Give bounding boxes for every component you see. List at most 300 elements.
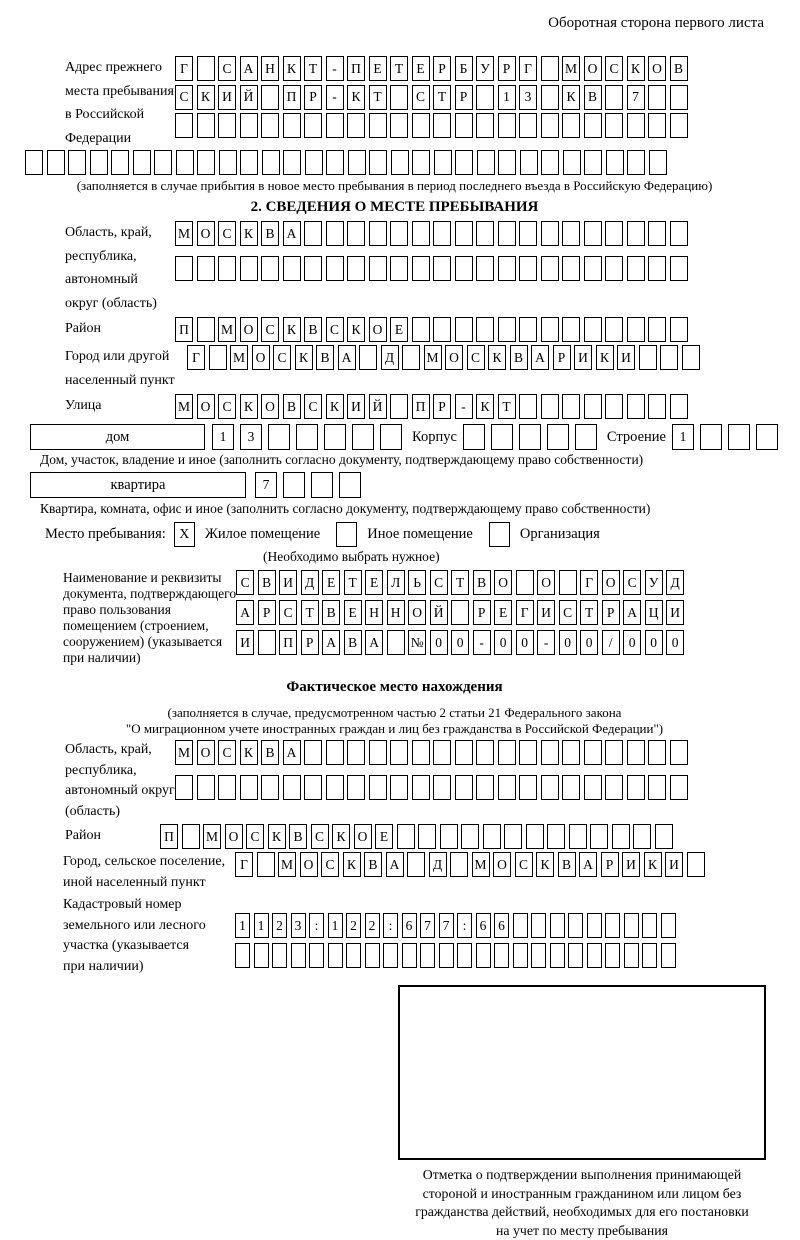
char-cell[interactable]	[390, 394, 408, 419]
char-cell[interactable]: Т	[433, 85, 451, 110]
char-cell[interactable]	[412, 256, 430, 281]
char-cell[interactable]	[383, 943, 398, 968]
char-cell[interactable]	[197, 56, 215, 81]
char-cell[interactable]: -	[455, 394, 473, 419]
char-cell[interactable]	[476, 775, 494, 800]
char-cell[interactable]	[380, 424, 402, 450]
char-cell[interactable]	[639, 345, 657, 370]
char-cell[interactable]	[504, 824, 522, 849]
char-cell[interactable]	[648, 775, 666, 800]
char-cell[interactable]: -	[537, 630, 555, 655]
char-cell[interactable]	[197, 317, 215, 342]
char-cell[interactable]	[541, 394, 559, 419]
char-cell[interactable]: У	[645, 570, 663, 595]
char-cell[interactable]	[352, 424, 374, 450]
char-cell[interactable]	[390, 775, 408, 800]
char-cell[interactable]	[359, 345, 377, 370]
char-cell[interactable]: 7	[255, 472, 277, 498]
char-cell[interactable]: Е	[494, 600, 512, 625]
char-cell[interactable]	[756, 424, 778, 450]
char-cell[interactable]: П	[279, 630, 297, 655]
char-cell[interactable]: /	[602, 630, 620, 655]
char-cell[interactable]	[347, 256, 365, 281]
char-cell[interactable]	[605, 221, 623, 246]
char-cell[interactable]: К	[644, 852, 662, 877]
char-cell[interactable]	[562, 256, 580, 281]
char-cell[interactable]	[584, 256, 602, 281]
char-cell[interactable]	[235, 943, 250, 968]
char-cell[interactable]	[461, 824, 479, 849]
char-cell[interactable]	[700, 424, 722, 450]
char-cell[interactable]	[25, 150, 43, 175]
char-cell[interactable]	[283, 113, 301, 138]
char-cell[interactable]: К	[332, 824, 350, 849]
char-cell[interactable]	[365, 943, 380, 968]
char-cell[interactable]	[262, 150, 280, 175]
char-cell[interactable]	[420, 943, 435, 968]
char-cell[interactable]	[605, 394, 623, 419]
char-cell[interactable]	[627, 113, 645, 138]
char-cell[interactable]: К	[562, 85, 580, 110]
char-cell[interactable]: И	[347, 394, 365, 419]
char-cell[interactable]	[347, 221, 365, 246]
char-cell[interactable]: В	[289, 824, 307, 849]
char-cell[interactable]	[476, 221, 494, 246]
char-cell[interactable]: Р	[433, 394, 451, 419]
char-cell[interactable]	[433, 113, 451, 138]
char-cell[interactable]	[433, 256, 451, 281]
char-cell[interactable]: К	[536, 852, 554, 877]
char-cell[interactable]: О	[408, 600, 426, 625]
char-cell[interactable]: О	[197, 394, 215, 419]
char-cell[interactable]	[477, 150, 495, 175]
char-cell[interactable]	[584, 150, 602, 175]
char-cell[interactable]: В	[473, 570, 491, 595]
char-cell[interactable]: А	[623, 600, 641, 625]
char-cell[interactable]: Т	[390, 56, 408, 81]
char-cell[interactable]	[347, 113, 365, 138]
char-cell[interactable]: М	[203, 824, 221, 849]
char-cell[interactable]: О	[240, 317, 258, 342]
char-cell[interactable]: Б	[455, 56, 473, 81]
char-cell[interactable]	[412, 317, 430, 342]
char-cell[interactable]: 2	[346, 913, 361, 938]
char-cell[interactable]	[434, 150, 452, 175]
char-cell[interactable]: Д	[381, 345, 399, 370]
char-cell[interactable]	[261, 256, 279, 281]
char-cell[interactable]	[433, 775, 451, 800]
char-cell[interactable]	[326, 221, 344, 246]
char-cell[interactable]	[541, 317, 559, 342]
char-cell[interactable]: 1	[672, 424, 694, 450]
char-cell[interactable]: 7	[627, 85, 645, 110]
char-cell[interactable]: С	[605, 56, 623, 81]
char-cell[interactable]	[346, 943, 361, 968]
char-cell[interactable]: С	[218, 56, 236, 81]
char-cell[interactable]: Г	[175, 56, 193, 81]
char-cell[interactable]: А	[240, 56, 258, 81]
char-cell[interactable]: 0	[666, 630, 684, 655]
char-cell[interactable]	[261, 113, 279, 138]
char-cell[interactable]	[648, 317, 666, 342]
char-cell[interactable]: Т	[580, 600, 598, 625]
char-cell[interactable]	[606, 150, 624, 175]
char-cell[interactable]	[455, 221, 473, 246]
char-cell[interactable]: А	[236, 600, 254, 625]
char-cell[interactable]	[296, 424, 318, 450]
char-cell[interactable]	[369, 256, 387, 281]
char-cell[interactable]: И	[236, 630, 254, 655]
char-cell[interactable]: О	[197, 740, 215, 765]
char-cell[interactable]: О	[197, 221, 215, 246]
char-cell[interactable]	[268, 424, 290, 450]
char-cell[interactable]	[240, 150, 258, 175]
char-cell[interactable]	[562, 317, 580, 342]
checkbox-organizatsiya[interactable]	[489, 522, 510, 547]
char-cell[interactable]: С	[623, 570, 641, 595]
char-cell[interactable]: Е	[390, 317, 408, 342]
char-cell[interactable]: №	[408, 630, 426, 655]
char-cell[interactable]: У	[476, 56, 494, 81]
char-cell[interactable]	[605, 740, 623, 765]
char-cell[interactable]: Л	[387, 570, 405, 595]
char-cell[interactable]	[627, 150, 645, 175]
char-cell[interactable]: С	[261, 317, 279, 342]
char-cell[interactable]: 6	[494, 913, 509, 938]
char-cell[interactable]	[283, 775, 301, 800]
char-cell[interactable]	[254, 943, 269, 968]
char-cell[interactable]	[648, 113, 666, 138]
char-cell[interactable]: Р	[553, 345, 571, 370]
char-cell[interactable]: П	[347, 56, 365, 81]
char-cell[interactable]	[670, 394, 688, 419]
char-cell[interactable]: Р	[473, 600, 491, 625]
char-cell[interactable]: 1	[254, 913, 269, 938]
char-cell[interactable]	[605, 85, 623, 110]
char-cell[interactable]	[348, 150, 366, 175]
char-cell[interactable]: И	[574, 345, 592, 370]
char-cell[interactable]	[261, 775, 279, 800]
char-cell[interactable]: Т	[304, 56, 322, 81]
char-cell[interactable]	[526, 824, 544, 849]
char-cell[interactable]	[176, 150, 194, 175]
char-cell[interactable]	[568, 943, 583, 968]
char-cell[interactable]	[476, 113, 494, 138]
char-cell[interactable]: И	[218, 85, 236, 110]
char-cell[interactable]: К	[268, 824, 286, 849]
char-cell[interactable]	[476, 256, 494, 281]
char-cell[interactable]: К	[476, 394, 494, 419]
char-cell[interactable]: К	[627, 56, 645, 81]
char-cell[interactable]	[541, 150, 559, 175]
char-cell[interactable]: А	[531, 345, 549, 370]
char-cell[interactable]	[519, 740, 537, 765]
char-cell[interactable]: О	[537, 570, 555, 595]
char-cell[interactable]: К	[596, 345, 614, 370]
char-cell[interactable]: О	[225, 824, 243, 849]
char-cell[interactable]	[648, 256, 666, 281]
char-cell[interactable]	[439, 943, 454, 968]
char-cell[interactable]: 0	[516, 630, 534, 655]
char-cell[interactable]: А	[283, 221, 301, 246]
char-cell[interactable]	[661, 943, 676, 968]
char-cell[interactable]: О	[369, 317, 387, 342]
char-cell[interactable]: Г	[187, 345, 205, 370]
char-cell[interactable]	[390, 256, 408, 281]
char-cell[interactable]	[670, 221, 688, 246]
char-cell[interactable]	[562, 221, 580, 246]
char-cell[interactable]	[433, 317, 451, 342]
char-cell[interactable]	[402, 943, 417, 968]
char-cell[interactable]	[587, 913, 602, 938]
char-cell[interactable]	[240, 256, 258, 281]
char-cell[interactable]	[240, 775, 258, 800]
char-cell[interactable]	[682, 345, 700, 370]
char-cell[interactable]	[111, 150, 129, 175]
char-cell[interactable]	[197, 150, 215, 175]
char-cell[interactable]: Р	[258, 600, 276, 625]
char-cell[interactable]: 7	[420, 913, 435, 938]
char-cell[interactable]: И	[666, 600, 684, 625]
char-cell[interactable]: Й	[240, 85, 258, 110]
char-cell[interactable]	[455, 113, 473, 138]
char-cell[interactable]	[633, 824, 651, 849]
char-cell[interactable]	[627, 394, 645, 419]
char-cell[interactable]	[197, 775, 215, 800]
char-cell[interactable]	[648, 740, 666, 765]
char-cell[interactable]: С	[236, 570, 254, 595]
char-cell[interactable]: 7	[439, 913, 454, 938]
char-cell[interactable]	[197, 256, 215, 281]
char-cell[interactable]: К	[283, 56, 301, 81]
char-cell[interactable]	[390, 113, 408, 138]
char-cell[interactable]: П	[175, 317, 193, 342]
char-cell[interactable]: 1	[235, 913, 250, 938]
char-cell[interactable]	[648, 221, 666, 246]
char-cell[interactable]	[390, 221, 408, 246]
char-cell[interactable]: А	[322, 630, 340, 655]
char-cell[interactable]	[728, 424, 750, 450]
char-cell[interactable]: Р	[601, 852, 619, 877]
char-cell[interactable]: С	[326, 317, 344, 342]
char-cell[interactable]: Т	[344, 570, 362, 595]
char-cell[interactable]	[642, 943, 657, 968]
char-cell[interactable]	[584, 394, 602, 419]
char-cell[interactable]: М	[562, 56, 580, 81]
char-cell[interactable]: Ц	[645, 600, 663, 625]
char-cell[interactable]	[605, 256, 623, 281]
checkbox-inoe[interactable]	[336, 522, 357, 547]
char-cell[interactable]	[339, 472, 361, 498]
char-cell[interactable]: 2	[272, 913, 287, 938]
char-cell[interactable]	[513, 943, 528, 968]
char-cell[interactable]: О	[648, 56, 666, 81]
char-cell[interactable]: :	[457, 913, 472, 938]
char-cell[interactable]: О	[493, 852, 511, 877]
char-cell[interactable]	[498, 317, 516, 342]
char-cell[interactable]: К	[347, 85, 365, 110]
char-cell[interactable]: С	[273, 345, 291, 370]
char-cell[interactable]	[584, 317, 602, 342]
char-cell[interactable]: 0	[623, 630, 641, 655]
char-cell[interactable]: Р	[433, 56, 451, 81]
char-cell[interactable]	[569, 824, 587, 849]
char-cell[interactable]: К	[347, 317, 365, 342]
char-cell[interactable]	[326, 740, 344, 765]
char-cell[interactable]: К	[240, 394, 258, 419]
char-cell[interactable]: В	[584, 85, 602, 110]
char-cell[interactable]: В	[670, 56, 688, 81]
char-cell[interactable]	[541, 113, 559, 138]
char-cell[interactable]	[670, 740, 688, 765]
char-cell[interactable]: Р	[602, 600, 620, 625]
char-cell[interactable]	[258, 630, 276, 655]
char-cell[interactable]	[133, 150, 151, 175]
char-cell[interactable]	[642, 913, 657, 938]
char-cell[interactable]	[584, 113, 602, 138]
char-cell[interactable]	[627, 317, 645, 342]
char-cell[interactable]: Д	[429, 852, 447, 877]
char-cell[interactable]: К	[326, 394, 344, 419]
char-cell[interactable]	[304, 256, 322, 281]
char-cell[interactable]	[559, 570, 577, 595]
char-cell[interactable]: П	[160, 824, 178, 849]
char-cell[interactable]	[305, 150, 323, 175]
char-cell[interactable]	[304, 775, 322, 800]
char-cell[interactable]: 0	[580, 630, 598, 655]
char-cell[interactable]	[655, 824, 673, 849]
checkbox-zhiloe[interactable]: X	[174, 522, 195, 547]
char-cell[interactable]: С	[246, 824, 264, 849]
char-cell[interactable]	[433, 740, 451, 765]
char-cell[interactable]	[457, 943, 472, 968]
char-cell[interactable]: Р	[498, 56, 516, 81]
char-cell[interactable]: С	[279, 600, 297, 625]
char-cell[interactable]	[563, 150, 581, 175]
char-cell[interactable]: 0	[645, 630, 663, 655]
char-cell[interactable]	[412, 150, 430, 175]
char-cell[interactable]	[494, 943, 509, 968]
char-cell[interactable]: Е	[365, 570, 383, 595]
char-cell[interactable]	[304, 740, 322, 765]
char-cell[interactable]	[209, 345, 227, 370]
char-cell[interactable]: О	[261, 394, 279, 419]
char-cell[interactable]	[218, 256, 236, 281]
char-cell[interactable]	[476, 943, 491, 968]
char-cell[interactable]: 2	[365, 913, 380, 938]
char-cell[interactable]: К	[197, 85, 215, 110]
char-cell[interactable]: М	[175, 394, 193, 419]
char-cell[interactable]: С	[218, 221, 236, 246]
char-cell[interactable]: К	[283, 317, 301, 342]
char-cell[interactable]	[455, 150, 473, 175]
char-cell[interactable]	[154, 150, 172, 175]
char-cell[interactable]: -	[473, 630, 491, 655]
char-cell[interactable]	[612, 824, 630, 849]
char-cell[interactable]	[272, 943, 287, 968]
char-cell[interactable]	[402, 345, 420, 370]
char-cell[interactable]: :	[383, 913, 398, 938]
char-cell[interactable]	[687, 852, 705, 877]
char-cell[interactable]	[550, 913, 565, 938]
char-cell[interactable]: О	[584, 56, 602, 81]
char-cell[interactable]	[661, 913, 676, 938]
char-cell[interactable]	[519, 256, 537, 281]
char-cell[interactable]: Е	[375, 824, 393, 849]
char-cell[interactable]: О	[252, 345, 270, 370]
char-cell[interactable]	[326, 775, 344, 800]
char-cell[interactable]: 0	[559, 630, 577, 655]
char-cell[interactable]	[541, 775, 559, 800]
char-cell[interactable]	[219, 150, 237, 175]
char-cell[interactable]	[309, 943, 324, 968]
char-cell[interactable]	[347, 740, 365, 765]
char-cell[interactable]: Т	[301, 600, 319, 625]
char-cell[interactable]	[407, 852, 425, 877]
char-cell[interactable]: С	[515, 852, 533, 877]
char-cell[interactable]	[175, 113, 193, 138]
char-cell[interactable]: К	[240, 221, 258, 246]
kvartira-type-box[interactable]: квартира	[30, 472, 246, 498]
char-cell[interactable]	[283, 256, 301, 281]
char-cell[interactable]: М	[278, 852, 296, 877]
char-cell[interactable]	[649, 150, 667, 175]
char-cell[interactable]: С	[467, 345, 485, 370]
char-cell[interactable]	[547, 424, 569, 450]
char-cell[interactable]: С	[218, 394, 236, 419]
char-cell[interactable]	[476, 740, 494, 765]
char-cell[interactable]: 3	[519, 85, 537, 110]
char-cell[interactable]	[562, 394, 580, 419]
char-cell[interactable]	[90, 150, 108, 175]
char-cell[interactable]: 1	[498, 85, 516, 110]
char-cell[interactable]: И	[665, 852, 683, 877]
char-cell[interactable]	[455, 256, 473, 281]
char-cell[interactable]: К	[488, 345, 506, 370]
char-cell[interactable]: 1	[212, 424, 234, 450]
char-cell[interactable]	[516, 570, 534, 595]
char-cell[interactable]	[498, 256, 516, 281]
char-cell[interactable]	[605, 113, 623, 138]
char-cell[interactable]	[605, 317, 623, 342]
char-cell[interactable]: В	[261, 740, 279, 765]
char-cell[interactable]: В	[558, 852, 576, 877]
char-cell[interactable]: 0	[494, 630, 512, 655]
char-cell[interactable]: И	[279, 570, 297, 595]
char-cell[interactable]	[648, 85, 666, 110]
char-cell[interactable]	[412, 775, 430, 800]
char-cell[interactable]	[369, 113, 387, 138]
char-cell[interactable]: В	[364, 852, 382, 877]
char-cell[interactable]: Т	[451, 570, 469, 595]
char-cell[interactable]	[498, 740, 516, 765]
char-cell[interactable]: С	[175, 85, 193, 110]
char-cell[interactable]	[291, 943, 306, 968]
char-cell[interactable]: О	[300, 852, 318, 877]
char-cell[interactable]	[391, 150, 409, 175]
char-cell[interactable]	[541, 221, 559, 246]
char-cell[interactable]	[520, 150, 538, 175]
char-cell[interactable]	[562, 740, 580, 765]
char-cell[interactable]	[513, 913, 528, 938]
char-cell[interactable]: 1	[328, 913, 343, 938]
char-cell[interactable]	[218, 113, 236, 138]
char-cell[interactable]	[328, 943, 343, 968]
char-cell[interactable]	[175, 775, 193, 800]
char-cell[interactable]	[575, 424, 597, 450]
char-cell[interactable]: Т	[498, 394, 516, 419]
char-cell[interactable]	[550, 943, 565, 968]
